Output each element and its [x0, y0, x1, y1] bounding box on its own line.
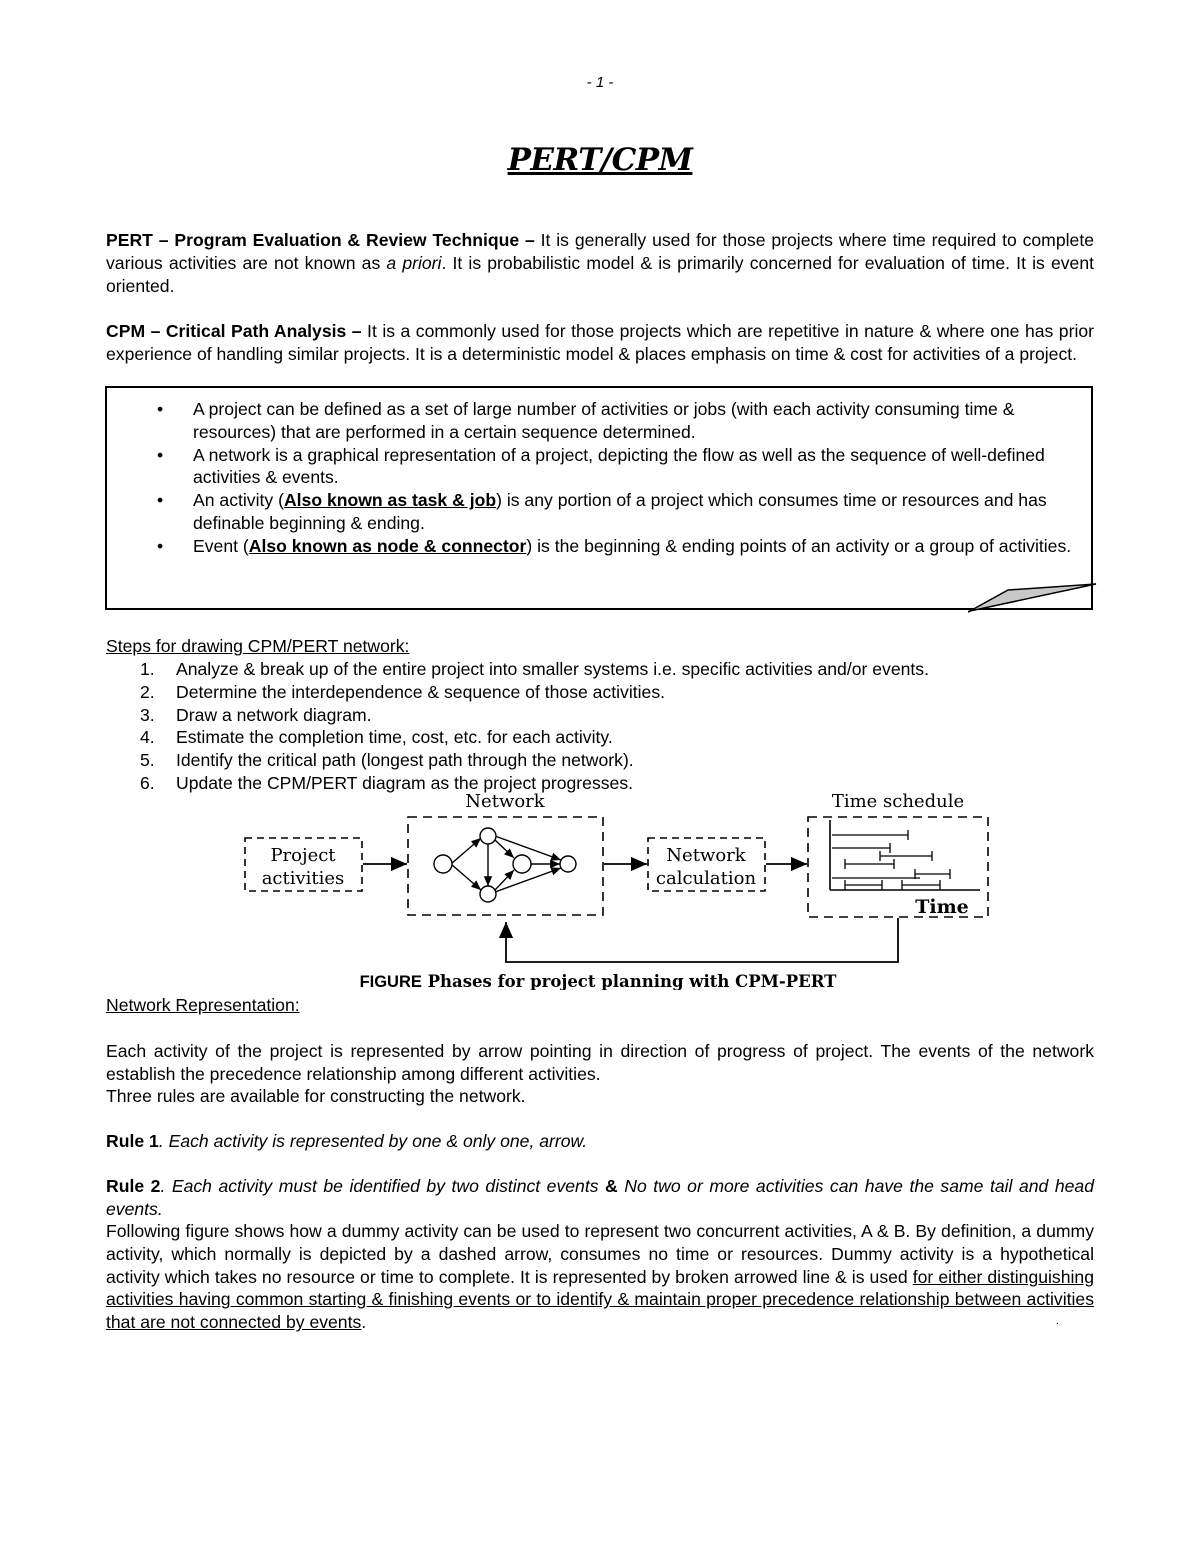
pert-italic: a priori: [386, 252, 442, 273]
rule-2-text-a: . Each activity must be identified by two distinct events: [160, 1176, 606, 1196]
dummy-underlined: for either distinguishing activities having common starting & finishing events or to identify & maintain proper precedence relationship between activities that are not connected by events: [106, 1266, 1094, 1333]
calc-label-2: calculation: [655, 868, 757, 889]
bullet-text: A network is a graphical representation of a project, depicting the flow as well as the sequence of well-defined activities & events.: [193, 444, 1045, 488]
definitions-list: [157, 398, 1082, 558]
step-number: 6.: [140, 772, 155, 793]
feedback-arrow: [506, 918, 898, 962]
step-text: Determine the interdependence & sequence of those activities.: [176, 681, 666, 702]
cpm-heading: CPM – Critical Path Analysis –: [106, 321, 362, 341]
bullet-event: [157, 535, 1082, 558]
step-text: Draw a network diagram.: [176, 704, 372, 725]
page-number: - 1 -: [586, 74, 614, 91]
bullet-text-pre: Event (: [193, 535, 249, 556]
definitions-box: [105, 386, 1093, 610]
pert-paragraph: [106, 229, 1094, 297]
pert-heading: PERT – Program Evaluation & Review Technique –: [106, 230, 535, 250]
bullet-dot: •: [157, 535, 164, 556]
network-representation-heading: Network Representation:: [106, 995, 300, 1015]
step-text: Update the CPM/PERT diagram as the project progresses.: [176, 772, 634, 793]
caption-text: Phases for project planning with CPM-PERT: [421, 972, 837, 990]
steps-heading: Steps for drawing CPM/PERT network:: [106, 636, 410, 656]
project-label-1: Project: [270, 845, 336, 866]
step-text: Analyze & break up of the entire project into smaller systems i.e. specific activities and/or events.: [176, 659, 929, 679]
figure-caption: [360, 972, 838, 990]
rule-2: [106, 1175, 1094, 1221]
bullet-dot: •: [157, 490, 164, 511]
dummy-text: Following figure shows how a dummy activity can be used to represent two concurrent activities, A & B. By definition, a dummy activity, which normally is depicted by a dashed arrow, consumes no time or resources. Dummy activity is a hypothetical activity which takes no resource or time to complete. It is represented by broken arrowed line & is used: [106, 1221, 1094, 1287]
bullet-dot: •: [157, 399, 164, 419]
rule-1-label: Rule 1: [106, 1131, 159, 1151]
network-representation-p2: Three rules are available for constructing the network.: [106, 1086, 526, 1106]
rule-2-text-b: No two or more activities can have the same tail and head events.: [106, 1176, 1094, 1219]
bullet-text-post: ) is the beginning & ending points of an activity or a group of activities.: [526, 535, 1072, 556]
network-representation-p1: Each activity of the project is represented by arrow pointing in direction of progress of project. The events of the network establish the precedence relationship among different activities.: [106, 1041, 1094, 1084]
stray-mark: .: [1056, 1316, 1059, 1327]
calc-label-1: Network: [666, 845, 746, 866]
bullet-bold: Also known as task & job: [283, 490, 497, 511]
bullet-project: [157, 398, 1082, 444]
step-item: [140, 658, 1080, 681]
step-text: Estimate the completion time, cost, etc. for each activity.: [176, 727, 613, 748]
page-title: PERT/CPM: [507, 142, 693, 178]
rule-2-amp: &: [605, 1176, 618, 1196]
step-item: [140, 681, 1080, 704]
dummy-activity-paragraph: [106, 1220, 1094, 1334]
step-number: 3.: [140, 704, 155, 725]
cpm-text: It is a commonly used for those projects which are repetitive in nature & where one has prior experience of handling similar projects. It is a deterministic model & places emphasis on time & cost for activities of a project.: [106, 321, 1094, 364]
bullet-text: A project can be defined as a set of large number of activities or jobs (with each activity consuming time & resources) that are performed in a certain sequence determined.: [193, 399, 1015, 442]
step-number: 4.: [140, 727, 155, 748]
bullet-dot: •: [157, 444, 164, 465]
step-number: 1.: [140, 659, 155, 679]
bullet-text-pre: An activity (: [193, 490, 284, 511]
time-schedule-label: Time schedule: [831, 791, 965, 812]
step-number: 2.: [140, 681, 155, 702]
cpm-paragraph: [106, 320, 1094, 366]
bullet-network: [157, 444, 1082, 490]
rule-1: [106, 1130, 1094, 1153]
gantt-bars: [830, 820, 980, 890]
step-item: [140, 749, 1080, 772]
bullet-activity: [157, 489, 1082, 535]
phases-figure: [230, 790, 1010, 990]
dummy-end: .: [361, 1312, 367, 1333]
step-item: [140, 726, 1080, 749]
step-text: Identify the critical path (longest path through the network).: [176, 750, 634, 771]
project-label-2: activities: [261, 868, 345, 889]
step-item: [140, 704, 1080, 727]
rule-1-text: . Each activity is represented by one & only one, arrow.: [158, 1131, 588, 1151]
time-label: Time: [915, 896, 969, 918]
rule-2-label: Rule 2: [106, 1176, 161, 1196]
steps-list: [140, 658, 1080, 795]
network-graph: [434, 828, 576, 902]
caption-label: FIGURE: [359, 973, 422, 990]
step-number: 5.: [140, 750, 155, 771]
page-curl-decoration: [968, 582, 1098, 614]
pert-text-1: It is generally used for those projects where time required to complete various activities are not known as: [106, 230, 1094, 273]
pert-text-2: . It is probabilistic model & is primarily concerned for evaluation of time. It is event oriented.: [106, 252, 1094, 296]
bullet-text-post: ) is any portion of a project which consumes time or resources and has definable beginning & ending.: [193, 490, 1047, 533]
network-label: Network: [465, 791, 545, 812]
bullet-bold: Also known as node & connector: [248, 535, 527, 556]
